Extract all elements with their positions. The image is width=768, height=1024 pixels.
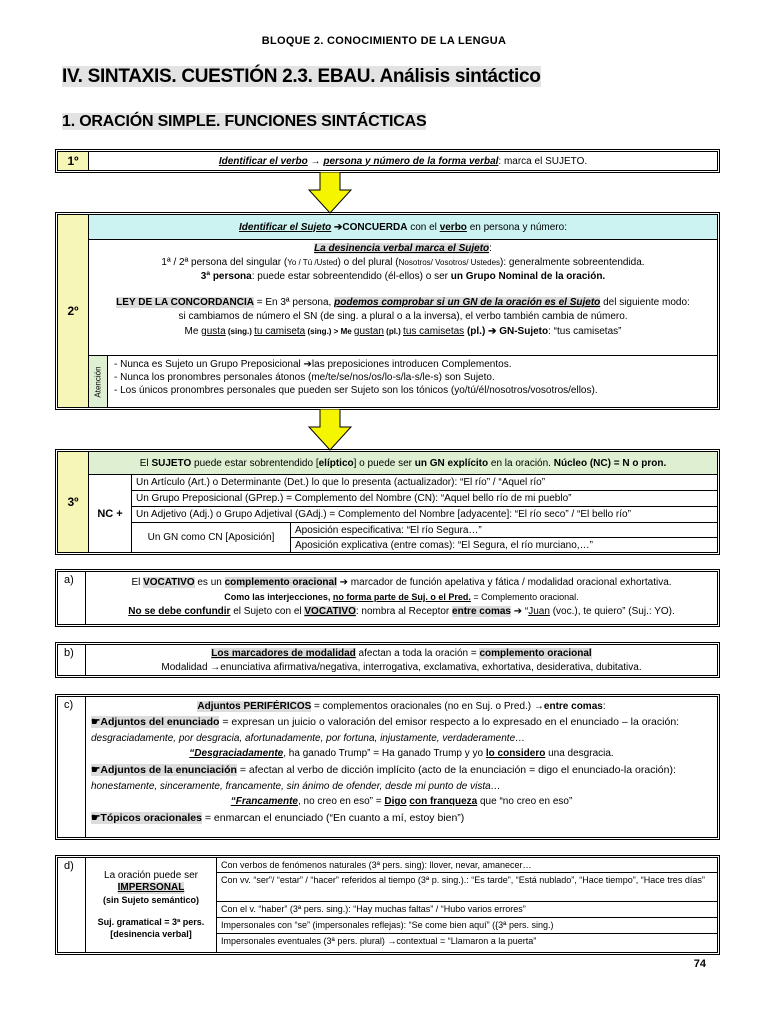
c-l1-a: Adjuntos PERIFÉRICOS <box>197 701 312 712</box>
c-p2-d1: “Francamente <box>230 796 298 807</box>
top-a: El <box>139 457 152 469</box>
a-l1-d: complemento oracional <box>224 577 337 588</box>
ex-h: tus camisetas <box>403 326 465 337</box>
a-l2-c: = Complemento oracional. <box>470 592 579 602</box>
c-p3-a: ☛Tópicos oracionales <box>91 812 202 824</box>
section-title-text: 1. ORACIÓN SIMPLE. FUNCIONES SINTÁCTICAS <box>62 113 427 130</box>
a-l1-b: VOCATIVO <box>143 577 195 588</box>
note-item: - Nunca es Sujeto un Grupo Preposicional ➔las preposiciones introducen Complementos. <box>114 359 512 370</box>
aposicion-cells <box>291 523 717 552</box>
ex-c: (sing.) <box>225 327 255 336</box>
step1-arrow: → <box>307 155 324 167</box>
line2-a: 3ª persona <box>200 271 252 282</box>
c-p3-b: = enmarcan el enunciado (“En cuanto a mí, estoy bien”) <box>201 812 465 824</box>
nc-label: NC + <box>89 475 132 552</box>
table-row <box>132 523 717 552</box>
box-c-content <box>86 697 717 837</box>
c-p1-a: ☛Adjuntos del enunciado <box>91 716 220 728</box>
step3-number: 3º <box>58 452 89 552</box>
table-row: Un Artículo (Art.) o Determinante (Det.) lo que lo presenta (actualizador): “El río” / “Aquel río” <box>132 475 717 491</box>
step2-body: La desinencia verbal marca el Sujeto: 1ª / 2ª persona del singular (Yo / Tú /Usted) o del plural (Nosotros/ Vosotros/ Ustedes): generalmente sobreentendida. 3ª persona: puede estar sobreentendido (él-ellos) o ser un Grupo Nominal de la oración. LEY DE LA CONCORDANCIA = En 3ª persona, podemos comprobar si un GN de la oración es el Sujeto del siguiente modo: si cambiamos de número el SN (de sing. a plural o a la inversa), el verbo también cambia de número. Me gusta (sing.) tu camiseta (sing.) > Me gustan (pl.) tus camisetas (pl.) ➔ GN-Sujeto: “tus camisetas” <box>89 240 717 356</box>
c-p2-d2: , no creo en eso” = <box>297 796 385 807</box>
aposicion-label: Un GN como CN [Aposición] <box>132 523 291 552</box>
box-d-rows <box>217 858 717 952</box>
section-title <box>62 113 426 131</box>
b-l1-a: Los marcadores de modalidad <box>211 648 356 659</box>
ex-a: Me <box>184 326 202 337</box>
ley-a: LEY DE LA CONCORDANCIA <box>116 297 254 308</box>
box-b-content <box>86 645 717 675</box>
ley-b: = En 3ª persona, <box>253 297 335 308</box>
d-left2: IMPERSONAL <box>117 882 185 893</box>
c-p1-d1: “Desgraciadamente <box>189 748 284 759</box>
step1-text <box>89 152 717 170</box>
a-l3-d: : nombra al Receptor <box>355 606 453 617</box>
c-p2-d5: con franqueza <box>409 796 478 807</box>
step2-con: con el <box>407 221 440 233</box>
running-header: BLOQUE 2. CONOCIMIENTO DE LA LENGUA <box>261 35 507 47</box>
list-item: Con vv. “ser”/ “estar” / “hacer” referidos al tiempo (3ª p. sing.).: “Es tarde”, “Está nublado”, “Hace tiempo”, “Hace tres días” <box>217 873 717 902</box>
table-row: Un Grupo Preposicional (GPrep.) = Complemento del Nombre (CN): “Aquel bello río de mi pueblo” <box>132 491 717 507</box>
table-row: Un Adjetivo (Adj.) o Grupo Adjetival (GAdj.) = Complemento del Nombre [adyacente]: “El río seco” / “El bello río” <box>132 507 717 523</box>
top-h: Núcleo (NC) = N o pron. <box>553 457 667 469</box>
step2-example <box>89 324 717 340</box>
a-l3-h: (voc.), te quiero” (Suj.: YO). <box>549 606 675 617</box>
ex-d: tu camiseta <box>254 326 306 337</box>
a-l3-b: el Sujeto con el <box>230 606 305 617</box>
step3-rows <box>132 475 717 552</box>
c-p1-d2: , ha ganado Trump” = Ha ganado Trump y yo <box>283 748 486 759</box>
list-item: Con verbos de fenómenos naturales (3ª pers. sing): llover, nevar, amanecer… <box>217 858 717 873</box>
step2-line1 <box>89 256 717 270</box>
top-f: un GN explícito <box>414 457 489 469</box>
top-e: ] o puede ser <box>353 457 415 469</box>
step2-line2 <box>89 270 717 284</box>
box-b <box>55 642 720 678</box>
c-p1-b: = expresan un juicio o valoración del emisor respecto a lo expresado en el enunciado – la oración: <box>219 716 680 728</box>
d-left3: (sin Sujeto semántico) <box>102 895 200 905</box>
box-d <box>55 855 720 955</box>
ley-c: podemos comprobar si un GN de la oración es el Sujeto <box>334 297 601 308</box>
a-l2-b: no forma parte de Suj. o el Pred. <box>332 592 471 602</box>
ex-e: (sing.) > Me <box>305 327 354 336</box>
a-l3-a: No se debe confundir <box>128 606 231 617</box>
c-p2-d3: Digo <box>384 796 407 807</box>
top-c: puede estar sobrentendido [ <box>191 457 319 469</box>
a-l1-a: El <box>131 577 144 588</box>
page-title <box>62 66 541 88</box>
step2-content <box>89 215 717 407</box>
step3-top <box>89 452 717 475</box>
ex-j: : “tus camisetas” <box>548 326 622 337</box>
a-l2-a: Como las interjecciones, <box>224 592 333 602</box>
down-arrow-icon <box>308 409 352 451</box>
top-b: SUJETO <box>151 457 192 469</box>
step3-content <box>89 452 717 552</box>
step1-box <box>55 149 720 173</box>
d-left4: Suj. gramatical = 3ª pers. <box>97 917 205 927</box>
page-number: 74 <box>693 958 706 970</box>
a-l1-e: ➔ marcador de función apelativa y fática / modalidad oracional exhortativa. <box>336 577 672 588</box>
ex-b: gusta <box>201 326 226 337</box>
note-item: - Nunca los pronombres personales átonos (me/te/se/nos/os/lo-s/la-s/le-s) son Sujeto. <box>114 372 495 383</box>
a-l3-e: entre comas <box>452 606 511 617</box>
list-item: Impersonales eventuales (3ª pers. plural) →contextual = “Llamaron a la puerta” <box>221 936 537 946</box>
list-item: Impersonales con “se” (impersonales reflejas): “Se come bien aquí” ({3ª pers. sing.) <box>217 918 717 934</box>
step2-desinencia: La desinencia verbal marca el Sujeto <box>314 243 490 254</box>
a-l1-c: es un <box>194 577 225 588</box>
ex-f: gustan <box>353 326 384 337</box>
a-l3-f: ➔ “ <box>510 606 529 617</box>
box-a-content <box>86 572 717 624</box>
line2-b: : puede estar sobreentendido (él-ellos) o ser <box>251 271 451 282</box>
step2-box <box>55 212 720 410</box>
box-d-label: d) <box>58 858 86 952</box>
box-b-label: b) <box>58 645 86 675</box>
a-l3-g: Juan <box>528 606 550 617</box>
box-c-label: c) <box>58 697 86 837</box>
b-l2: Modalidad →enunciativa afirmativa/negativa, interrogativa, exclamativa, exhortativa, desiderativa, dubitativa. <box>161 662 642 673</box>
line1-c: ): generalmente sobreentendida. <box>500 257 645 268</box>
b-l1-b: afectan a toda la oración = <box>355 648 480 659</box>
step1-verb: Identificar el verbo <box>218 155 308 167</box>
c-p2-c: honestamente, sinceramente, francamente, sin ánimo de ofender, desde mi punto de vista… <box>91 781 501 792</box>
step3-box <box>55 449 720 555</box>
d-left5: [desinencia verbal] <box>110 929 192 939</box>
step1-persona: persona y número de la forma verbal <box>323 155 499 167</box>
top-d: elíptico <box>318 457 354 469</box>
line1-small2: Nosotros/ Vosotros/ Ustedes <box>398 258 501 267</box>
step2-verbo: verbo <box>439 221 467 233</box>
aposicion-explicativa: Aposición explicativa (entre comas): “El Segura, el río murciano,…” <box>295 539 593 551</box>
b-l1-c: complemento oracional <box>479 648 592 659</box>
step2-identificar: Identificar el Sujeto <box>239 221 332 233</box>
c-p1-d3: lo considero <box>485 748 546 759</box>
line1-b: ) o del plural ( <box>337 257 399 268</box>
c-p2-a: ☛Adjuntos de la enunciación <box>91 764 237 776</box>
d-left1: La oración puede ser <box>104 870 198 881</box>
c-p2-d6: que “no creo en eso” <box>477 796 573 807</box>
aposicion-especificativa: Aposición especificativa: “El río Segura…” <box>291 523 717 538</box>
box-a <box>55 569 720 627</box>
step2-persona: en persona y número: <box>466 221 567 233</box>
atencion-text: Atención <box>93 365 103 398</box>
c-l1-d: : <box>602 701 606 712</box>
line1-a: 1ª / 2ª persona del singular ( <box>161 257 288 268</box>
page-title-text: IV. SINTAXIS. CUESTIÓN 2.3. EBAU. Análisis sintáctico <box>62 66 541 87</box>
step2-number: 2º <box>58 215 89 407</box>
line1-small1: Yo / Tú /Usted <box>287 258 338 267</box>
c-p1-d4: una desgracia. <box>545 748 614 759</box>
ley-d: del siguiente modo: <box>600 297 690 308</box>
box-d-left <box>86 858 217 952</box>
top-g: en la oración. <box>488 457 554 469</box>
notes-list <box>108 356 604 407</box>
note-item: - Los únicos pronombres personales que pueden ser Sujeto son los tónicos (yo/tú/él/nosotros/vosotros/ellos). <box>114 385 598 396</box>
c-p2-b: = afectan al verbo de dicción implícito (acto de la enunciación = digo el enunciado-la oración): <box>236 764 676 776</box>
step2-ley-line2: si cambiamos de número el SN (de sing. a plural o a la inversa), el verbo también cambia de número. <box>178 311 628 322</box>
box-c <box>55 694 720 840</box>
step2-concuerda: ➔CONCUERDA <box>331 221 408 233</box>
c-l1-c: entre comas <box>543 701 603 712</box>
step1-sujeto: : marca el SUJETO. <box>498 155 588 167</box>
atencion-label <box>89 356 108 407</box>
ex-g: (pl.) <box>383 327 404 336</box>
box-a-label: a) <box>58 572 86 624</box>
c-l1-b: = complementos oracionales (no en Suj. o Pred.) → <box>311 701 544 712</box>
step1-number: 1º <box>58 152 89 170</box>
ex-i: (pl.) ➔ GN-Sujeto <box>464 326 549 337</box>
step2-notes <box>89 356 717 407</box>
step2-title <box>89 215 717 240</box>
line2-c: un Grupo Nominal de la oración. <box>450 271 606 282</box>
a-l3-c: VOCATIVO <box>304 606 356 617</box>
step3-table <box>89 475 717 552</box>
step2-ley <box>89 296 717 310</box>
list-item: Con el v. “haber” (3ª pers. sing.): “Hay muchas faltas” / “Hubo varios errores” <box>217 902 717 918</box>
c-p1-c: desgraciadamente, por desgracia, afortunadamente, por fortuna, injustamente, verdaderamente… <box>91 733 526 744</box>
down-arrow-icon <box>308 172 352 214</box>
